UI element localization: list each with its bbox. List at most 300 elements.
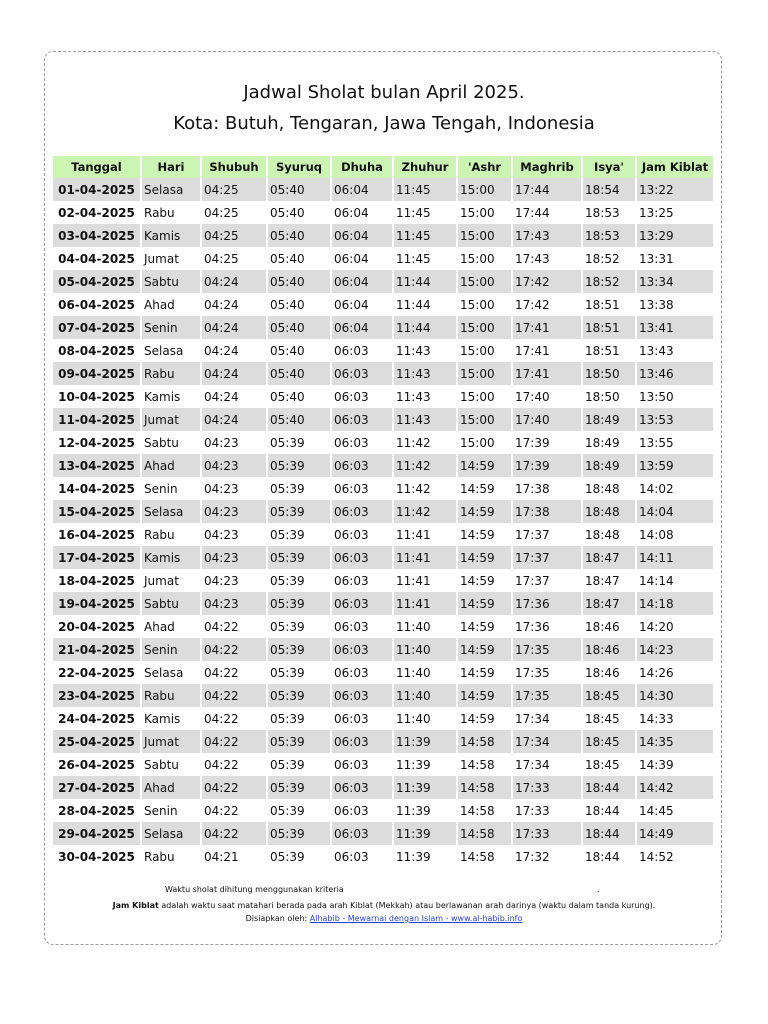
cell-dhuha: 06:04 bbox=[332, 178, 392, 201]
col-header-isya: Isya' bbox=[583, 156, 635, 178]
cell-syuruq: 05:39 bbox=[268, 546, 330, 569]
cell-hari: Senin bbox=[142, 638, 200, 661]
cell-jam-kiblat: 13:53 bbox=[637, 408, 713, 431]
cell-isya: 18:45 bbox=[585, 711, 620, 726]
cell-hari: Kamis bbox=[142, 546, 200, 569]
table-row bbox=[53, 569, 713, 592]
col-header-zhuhur: Zhuhur bbox=[394, 156, 456, 178]
cell-zhuhur: 11:45 bbox=[394, 178, 456, 201]
cell-tanggal: 14-04-2025 bbox=[58, 481, 135, 496]
cell-syuruq: 05:39 bbox=[268, 454, 330, 477]
table-row bbox=[53, 316, 713, 339]
table-header-row bbox=[53, 156, 713, 178]
cell-ashr: 14:59 bbox=[460, 481, 495, 496]
cell-maghrib: 17:40 bbox=[513, 408, 581, 431]
cell-tanggal: 20-04-2025 bbox=[58, 619, 135, 634]
col-header-syuruq: Syuruq bbox=[268, 156, 330, 178]
cell-zhuhur: 11:40 bbox=[394, 638, 456, 661]
table-row bbox=[53, 799, 713, 822]
cell-syuruq: 05:40 bbox=[270, 251, 305, 266]
col-header-tanggal: Tanggal bbox=[53, 156, 140, 178]
cell-isya: 18:47 bbox=[583, 592, 635, 615]
cell-hari: Senin bbox=[144, 481, 178, 496]
cell-jam-kiblat: 13:50 bbox=[639, 389, 674, 404]
cell-ashr: 15:00 bbox=[458, 408, 511, 431]
cell-dhuha: 06:03 bbox=[334, 481, 369, 496]
cell-ashr: 14:58 bbox=[460, 849, 495, 864]
table-row bbox=[53, 454, 713, 477]
cell-jam-kiblat: 13:46 bbox=[637, 362, 713, 385]
cell-syuruq: 05:40 bbox=[268, 224, 330, 247]
table-row bbox=[53, 822, 713, 845]
cell-dhuha: 06:04 bbox=[334, 251, 369, 266]
cell-zhuhur: 11:43 bbox=[396, 389, 431, 404]
cell-shubuh: 04:23 bbox=[204, 435, 239, 450]
cell-syuruq: 05:39 bbox=[270, 573, 305, 588]
cell-tanggal: 08-04-2025 bbox=[58, 343, 135, 358]
cell-dhuha: 06:03 bbox=[334, 389, 369, 404]
cell-syuruq: 05:39 bbox=[270, 527, 305, 542]
cell-jam-kiblat: 14:08 bbox=[639, 527, 674, 542]
kiblat-description: adalah waktu saat matahari berada pada arah Kiblat (Mekkah) atau berlawanan arah darinya (waktu dalam tanda kurung). bbox=[158, 901, 656, 910]
cell-tanggal: 02-04-2025 bbox=[58, 205, 135, 220]
cell-dhuha: 06:03 bbox=[332, 546, 392, 569]
cell-isya: 18:52 bbox=[583, 270, 635, 293]
cell-ashr: 14:58 bbox=[460, 757, 495, 772]
cell-jam-kiblat: 14:20 bbox=[639, 619, 674, 634]
cell-zhuhur: 11:42 bbox=[396, 481, 431, 496]
cell-hari: Rabu bbox=[142, 684, 200, 707]
cell-maghrib: 17:40 bbox=[515, 389, 550, 404]
cell-ashr: 14:59 bbox=[458, 500, 511, 523]
cell-zhuhur: 11:39 bbox=[396, 757, 431, 772]
cell-dhuha: 06:03 bbox=[334, 619, 369, 634]
cell-shubuh: 04:24 bbox=[202, 362, 266, 385]
cell-shubuh: 04:23 bbox=[204, 573, 239, 588]
cell-isya: 18:48 bbox=[585, 527, 620, 542]
cell-isya: 18:46 bbox=[585, 665, 620, 680]
cell-hari: Ahad bbox=[142, 776, 200, 799]
cell-ashr: 15:00 bbox=[460, 435, 495, 450]
cell-dhuha: 06:04 bbox=[332, 224, 392, 247]
table-row bbox=[53, 247, 713, 270]
cell-zhuhur: 11:44 bbox=[394, 270, 456, 293]
city-title: Kota: Butuh, Tengaran, Jawa Tengah, Indonesia bbox=[173, 113, 595, 134]
cell-isya: 18:48 bbox=[585, 481, 620, 496]
cell-hari: Sabtu bbox=[144, 757, 179, 772]
cell-zhuhur: 11:45 bbox=[396, 251, 431, 266]
cell-ashr: 15:00 bbox=[460, 389, 495, 404]
cell-hari: Selasa bbox=[144, 665, 184, 680]
cell-zhuhur: 11:39 bbox=[396, 803, 431, 818]
cell-syuruq: 05:40 bbox=[268, 408, 330, 431]
cell-hari: Sabtu bbox=[142, 592, 200, 615]
cell-shubuh: 04:25 bbox=[202, 224, 266, 247]
cell-syuruq: 05:40 bbox=[270, 389, 305, 404]
cell-dhuha: 06:03 bbox=[332, 822, 392, 845]
cell-shubuh: 04:23 bbox=[204, 527, 239, 542]
cell-isya: 18:49 bbox=[583, 408, 635, 431]
cell-tanggal: 06-04-2025 bbox=[58, 297, 135, 312]
cell-dhuha: 06:03 bbox=[332, 684, 392, 707]
cell-maghrib: 17:37 bbox=[513, 546, 581, 569]
cell-maghrib: 17:35 bbox=[513, 684, 581, 707]
cell-tanggal: 15-04-2025 bbox=[53, 500, 140, 523]
cell-shubuh: 04:25 bbox=[204, 205, 239, 220]
cell-shubuh: 04:23 bbox=[204, 481, 239, 496]
table-row bbox=[53, 408, 713, 431]
table-row bbox=[53, 293, 713, 316]
cell-maghrib: 17:43 bbox=[515, 251, 550, 266]
cell-zhuhur: 11:42 bbox=[396, 435, 431, 450]
cell-syuruq: 05:39 bbox=[270, 803, 305, 818]
cell-isya: 18:45 bbox=[583, 684, 635, 707]
table-row bbox=[53, 615, 713, 638]
cell-ashr: 15:00 bbox=[460, 205, 495, 220]
col-header-dhuha: Dhuha bbox=[332, 156, 392, 178]
cell-syuruq: 05:39 bbox=[268, 822, 330, 845]
cell-isya: 18:50 bbox=[585, 389, 620, 404]
cell-tanggal: 27-04-2025 bbox=[53, 776, 140, 799]
cell-jam-kiblat: 13:29 bbox=[637, 224, 713, 247]
cell-shubuh: 04:23 bbox=[202, 546, 266, 569]
cell-isya: 18:44 bbox=[585, 849, 620, 864]
cell-syuruq: 05:40 bbox=[268, 316, 330, 339]
cell-zhuhur: 11:42 bbox=[394, 500, 456, 523]
cell-jam-kiblat: 13:59 bbox=[637, 454, 713, 477]
cell-maghrib: 17:38 bbox=[515, 481, 550, 496]
cell-isya: 18:49 bbox=[585, 435, 620, 450]
cell-ashr: 15:00 bbox=[458, 178, 511, 201]
cell-shubuh: 04:22 bbox=[204, 665, 239, 680]
cell-isya: 18:48 bbox=[583, 500, 635, 523]
cell-dhuha: 06:04 bbox=[334, 205, 369, 220]
cell-jam-kiblat: 14:04 bbox=[637, 500, 713, 523]
cell-jam-kiblat: 14:30 bbox=[637, 684, 713, 707]
col-header-jam-kiblat: Jam Kiblat bbox=[637, 156, 713, 178]
table-row bbox=[53, 178, 713, 201]
cell-shubuh: 04:24 bbox=[204, 343, 239, 358]
cell-tanggal: 09-04-2025 bbox=[53, 362, 140, 385]
cell-maghrib: 17:41 bbox=[513, 362, 581, 385]
table-row bbox=[53, 592, 713, 615]
cell-maghrib: 17:35 bbox=[515, 665, 550, 680]
cell-dhuha: 06:03 bbox=[334, 803, 369, 818]
cell-shubuh: 04:23 bbox=[202, 592, 266, 615]
cell-zhuhur: 11:43 bbox=[396, 343, 431, 358]
cell-hari: Senin bbox=[142, 316, 200, 339]
cell-hari: Jumat bbox=[144, 251, 179, 266]
cell-hari: Senin bbox=[144, 803, 178, 818]
cell-syuruq: 05:39 bbox=[268, 638, 330, 661]
cell-dhuha: 06:04 bbox=[332, 316, 392, 339]
cell-jam-kiblat: 13:43 bbox=[639, 343, 674, 358]
cell-dhuha: 06:03 bbox=[334, 711, 369, 726]
cell-isya: 18:46 bbox=[583, 638, 635, 661]
cell-isya: 18:45 bbox=[583, 730, 635, 753]
table-row bbox=[53, 638, 713, 661]
cell-dhuha: 06:03 bbox=[332, 730, 392, 753]
table-row bbox=[53, 546, 713, 569]
cell-dhuha: 06:03 bbox=[334, 665, 369, 680]
cell-zhuhur: 11:40 bbox=[396, 711, 431, 726]
cell-maghrib: 17:33 bbox=[515, 803, 550, 818]
cell-maghrib: 17:33 bbox=[513, 776, 581, 799]
cell-shubuh: 04:25 bbox=[202, 178, 266, 201]
schedule-title: Jadwal Sholat bulan April 2025. bbox=[243, 82, 525, 103]
cell-isya: 18:44 bbox=[583, 822, 635, 845]
table-row bbox=[53, 201, 713, 224]
cell-dhuha: 06:03 bbox=[334, 757, 369, 772]
table-row bbox=[53, 477, 713, 500]
cell-shubuh: 04:22 bbox=[202, 730, 266, 753]
cell-hari: Selasa bbox=[144, 343, 184, 358]
cell-zhuhur: 11:41 bbox=[394, 546, 456, 569]
cell-dhuha: 06:03 bbox=[332, 776, 392, 799]
cell-hari: Jumat bbox=[142, 408, 200, 431]
cell-jam-kiblat: 13:41 bbox=[637, 316, 713, 339]
cell-hari: Rabu bbox=[144, 205, 175, 220]
cell-jam-kiblat: 14:14 bbox=[639, 573, 674, 588]
cell-zhuhur: 11:42 bbox=[394, 454, 456, 477]
cell-maghrib: 17:39 bbox=[515, 435, 550, 450]
cell-ashr: 14:59 bbox=[460, 573, 495, 588]
cell-jam-kiblat: 14:11 bbox=[637, 546, 713, 569]
table-row bbox=[53, 707, 713, 730]
cell-maghrib: 17:34 bbox=[515, 757, 550, 772]
cell-tanggal: 29-04-2025 bbox=[53, 822, 140, 845]
cell-maghrib: 17:39 bbox=[513, 454, 581, 477]
cell-syuruq: 05:40 bbox=[270, 343, 305, 358]
cell-syuruq: 05:39 bbox=[270, 757, 305, 772]
cell-ashr: 15:00 bbox=[458, 270, 511, 293]
cell-dhuha: 06:03 bbox=[332, 500, 392, 523]
table-row bbox=[53, 776, 713, 799]
cell-shubuh: 04:22 bbox=[204, 757, 239, 772]
cell-syuruq: 05:39 bbox=[270, 849, 305, 864]
cell-syuruq: 05:40 bbox=[268, 270, 330, 293]
cell-hari: Sabtu bbox=[144, 435, 179, 450]
cell-zhuhur: 11:41 bbox=[394, 592, 456, 615]
cell-tanggal: 03-04-2025 bbox=[53, 224, 140, 247]
cell-dhuha: 06:03 bbox=[334, 573, 369, 588]
cell-zhuhur: 11:43 bbox=[394, 362, 456, 385]
cell-tanggal: 18-04-2025 bbox=[58, 573, 135, 588]
cell-jam-kiblat: 14:52 bbox=[639, 849, 674, 864]
cell-tanggal: 28-04-2025 bbox=[58, 803, 135, 818]
cell-hari: Ahad bbox=[144, 619, 175, 634]
cell-shubuh: 04:21 bbox=[204, 849, 239, 864]
table-row bbox=[53, 224, 713, 247]
cell-maghrib: 17:32 bbox=[515, 849, 550, 864]
cell-jam-kiblat: 14:45 bbox=[639, 803, 674, 818]
col-header-hari: Hari bbox=[142, 156, 200, 178]
cell-maghrib: 17:36 bbox=[515, 619, 550, 634]
cell-hari: Ahad bbox=[144, 297, 175, 312]
cell-maghrib: 17:44 bbox=[515, 205, 550, 220]
cell-isya: 18:49 bbox=[583, 454, 635, 477]
cell-maghrib: 17:43 bbox=[513, 224, 581, 247]
cell-zhuhur: 11:39 bbox=[394, 730, 456, 753]
cell-tanggal: 13-04-2025 bbox=[53, 454, 140, 477]
cell-tanggal: 19-04-2025 bbox=[53, 592, 140, 615]
cell-zhuhur: 11:40 bbox=[396, 665, 431, 680]
cell-shubuh: 04:24 bbox=[202, 270, 266, 293]
cell-isya: 18:47 bbox=[585, 573, 620, 588]
table-row bbox=[53, 730, 713, 753]
cell-ashr: 14:58 bbox=[458, 730, 511, 753]
cell-jam-kiblat: 13:55 bbox=[639, 435, 674, 450]
cell-tanggal: 23-04-2025 bbox=[53, 684, 140, 707]
cell-ashr: 14:59 bbox=[460, 711, 495, 726]
cell-dhuha: 06:03 bbox=[334, 435, 369, 450]
table-row bbox=[53, 385, 713, 408]
cell-dhuha: 06:03 bbox=[334, 849, 369, 864]
cell-isya: 18:51 bbox=[585, 297, 620, 312]
cell-maghrib: 17:34 bbox=[513, 730, 581, 753]
cell-hari: Kamis bbox=[144, 711, 181, 726]
cell-ashr: 14:58 bbox=[458, 776, 511, 799]
cell-zhuhur: 11:40 bbox=[396, 619, 431, 634]
cell-hari: Jumat bbox=[142, 730, 200, 753]
cell-jam-kiblat: 14:02 bbox=[639, 481, 674, 496]
cell-tanggal: 26-04-2025 bbox=[58, 757, 135, 772]
cell-tanggal: 24-04-2025 bbox=[58, 711, 135, 726]
cell-isya: 18:45 bbox=[585, 757, 620, 772]
prayer-schedule-table bbox=[51, 156, 715, 868]
cell-syuruq: 05:39 bbox=[268, 776, 330, 799]
cell-isya: 18:51 bbox=[585, 343, 620, 358]
cell-tanggal: 16-04-2025 bbox=[58, 527, 135, 542]
cell-jam-kiblat: 13:25 bbox=[639, 205, 674, 220]
cell-tanggal: 10-04-2025 bbox=[58, 389, 135, 404]
cell-shubuh: 04:22 bbox=[202, 776, 266, 799]
cell-maghrib: 17:42 bbox=[515, 297, 550, 312]
cell-syuruq: 05:39 bbox=[270, 619, 305, 634]
cell-ashr: 15:00 bbox=[458, 362, 511, 385]
cell-shubuh: 04:23 bbox=[202, 454, 266, 477]
cell-dhuha: 06:04 bbox=[334, 297, 369, 312]
cell-zhuhur: 11:43 bbox=[394, 408, 456, 431]
cell-shubuh: 04:25 bbox=[204, 251, 239, 266]
cell-zhuhur: 11:44 bbox=[394, 316, 456, 339]
cell-ashr: 14:59 bbox=[458, 546, 511, 569]
cell-isya: 18:53 bbox=[583, 224, 635, 247]
cell-tanggal: 22-04-2025 bbox=[58, 665, 135, 680]
cell-ashr: 14:59 bbox=[458, 454, 511, 477]
cell-shubuh: 04:22 bbox=[202, 822, 266, 845]
cell-maghrib: 17:42 bbox=[513, 270, 581, 293]
criteria-end: . bbox=[597, 885, 600, 894]
cell-syuruq: 05:39 bbox=[268, 500, 330, 523]
cell-hari: Selasa bbox=[142, 822, 200, 845]
cell-zhuhur: 11:39 bbox=[394, 822, 456, 845]
cell-shubuh: 04:24 bbox=[204, 297, 239, 312]
cell-maghrib: 17:37 bbox=[515, 573, 550, 588]
table-row bbox=[53, 431, 713, 454]
cell-syuruq: 05:40 bbox=[268, 362, 330, 385]
footer-kiblat-note bbox=[0, 901, 768, 910]
cell-dhuha: 06:03 bbox=[332, 454, 392, 477]
cell-maghrib: 17:38 bbox=[513, 500, 581, 523]
cell-isya: 18:54 bbox=[583, 178, 635, 201]
cell-tanggal: 11-04-2025 bbox=[53, 408, 140, 431]
cell-syuruq: 05:40 bbox=[268, 178, 330, 201]
cell-zhuhur: 11:41 bbox=[396, 573, 431, 588]
table-row bbox=[53, 339, 713, 362]
table-row bbox=[53, 500, 713, 523]
cell-dhuha: 06:03 bbox=[332, 408, 392, 431]
cell-tanggal: 12-04-2025 bbox=[58, 435, 135, 450]
cell-shubuh: 04:22 bbox=[204, 803, 239, 818]
cell-maghrib: 17:35 bbox=[513, 638, 581, 661]
cell-hari: Sabtu bbox=[142, 270, 200, 293]
cell-jam-kiblat: 13:38 bbox=[639, 297, 674, 312]
cell-ashr: 14:59 bbox=[458, 592, 511, 615]
cell-jam-kiblat: 14:23 bbox=[637, 638, 713, 661]
cell-isya: 18:44 bbox=[585, 803, 620, 818]
cell-jam-kiblat: 14:33 bbox=[639, 711, 674, 726]
cell-hari: Kamis bbox=[144, 389, 181, 404]
cell-isya: 18:44 bbox=[583, 776, 635, 799]
cell-isya: 18:47 bbox=[583, 546, 635, 569]
cell-tanggal: 25-04-2025 bbox=[53, 730, 140, 753]
cell-isya: 18:52 bbox=[585, 251, 620, 266]
cell-zhuhur: 11:40 bbox=[394, 684, 456, 707]
cell-zhuhur: 11:44 bbox=[396, 297, 431, 312]
alhabib-link[interactable]: Alhabib - Mewarnai dengan Islam - www.al-habib.info bbox=[309, 914, 523, 923]
cell-shubuh: 04:22 bbox=[204, 711, 239, 726]
cell-jam-kiblat: 13:22 bbox=[637, 178, 713, 201]
cell-shubuh: 04:24 bbox=[202, 408, 266, 431]
cell-ashr: 14:59 bbox=[460, 665, 495, 680]
cell-hari: Selasa bbox=[142, 178, 200, 201]
cell-hari: Ahad bbox=[142, 454, 200, 477]
prepared-by-label: Disiapkan oleh: bbox=[245, 914, 310, 923]
cell-zhuhur: 11:45 bbox=[394, 224, 456, 247]
cell-shubuh: 04:23 bbox=[202, 500, 266, 523]
cell-ashr: 14:59 bbox=[458, 638, 511, 661]
cell-ashr: 14:59 bbox=[460, 619, 495, 634]
cell-ashr: 14:59 bbox=[458, 684, 511, 707]
cell-tanggal: 01-04-2025 bbox=[53, 178, 140, 201]
cell-zhuhur: 11:39 bbox=[396, 849, 431, 864]
cell-hari: Kamis bbox=[142, 224, 200, 247]
cell-hari: Rabu bbox=[142, 362, 200, 385]
table-row bbox=[53, 845, 713, 868]
cell-syuruq: 05:39 bbox=[270, 711, 305, 726]
cell-isya: 18:50 bbox=[583, 362, 635, 385]
cell-maghrib: 17:36 bbox=[513, 592, 581, 615]
table-row bbox=[53, 362, 713, 385]
cell-syuruq: 05:39 bbox=[268, 730, 330, 753]
cell-zhuhur: 11:39 bbox=[394, 776, 456, 799]
cell-ashr: 15:00 bbox=[458, 224, 511, 247]
cell-dhuha: 06:03 bbox=[332, 638, 392, 661]
cell-dhuha: 06:03 bbox=[332, 592, 392, 615]
cell-maghrib: 17:33 bbox=[513, 822, 581, 845]
cell-tanggal: 30-04-2025 bbox=[58, 849, 135, 864]
cell-jam-kiblat: 14:49 bbox=[637, 822, 713, 845]
footer-prepared-by bbox=[0, 914, 768, 923]
cell-maghrib: 17:34 bbox=[515, 711, 550, 726]
cell-hari: Rabu bbox=[144, 527, 175, 542]
cell-dhuha: 06:03 bbox=[334, 527, 369, 542]
cell-syuruq: 05:39 bbox=[268, 684, 330, 707]
cell-shubuh: 04:24 bbox=[204, 389, 239, 404]
table-row bbox=[53, 523, 713, 546]
cell-syuruq: 05:39 bbox=[270, 481, 305, 496]
